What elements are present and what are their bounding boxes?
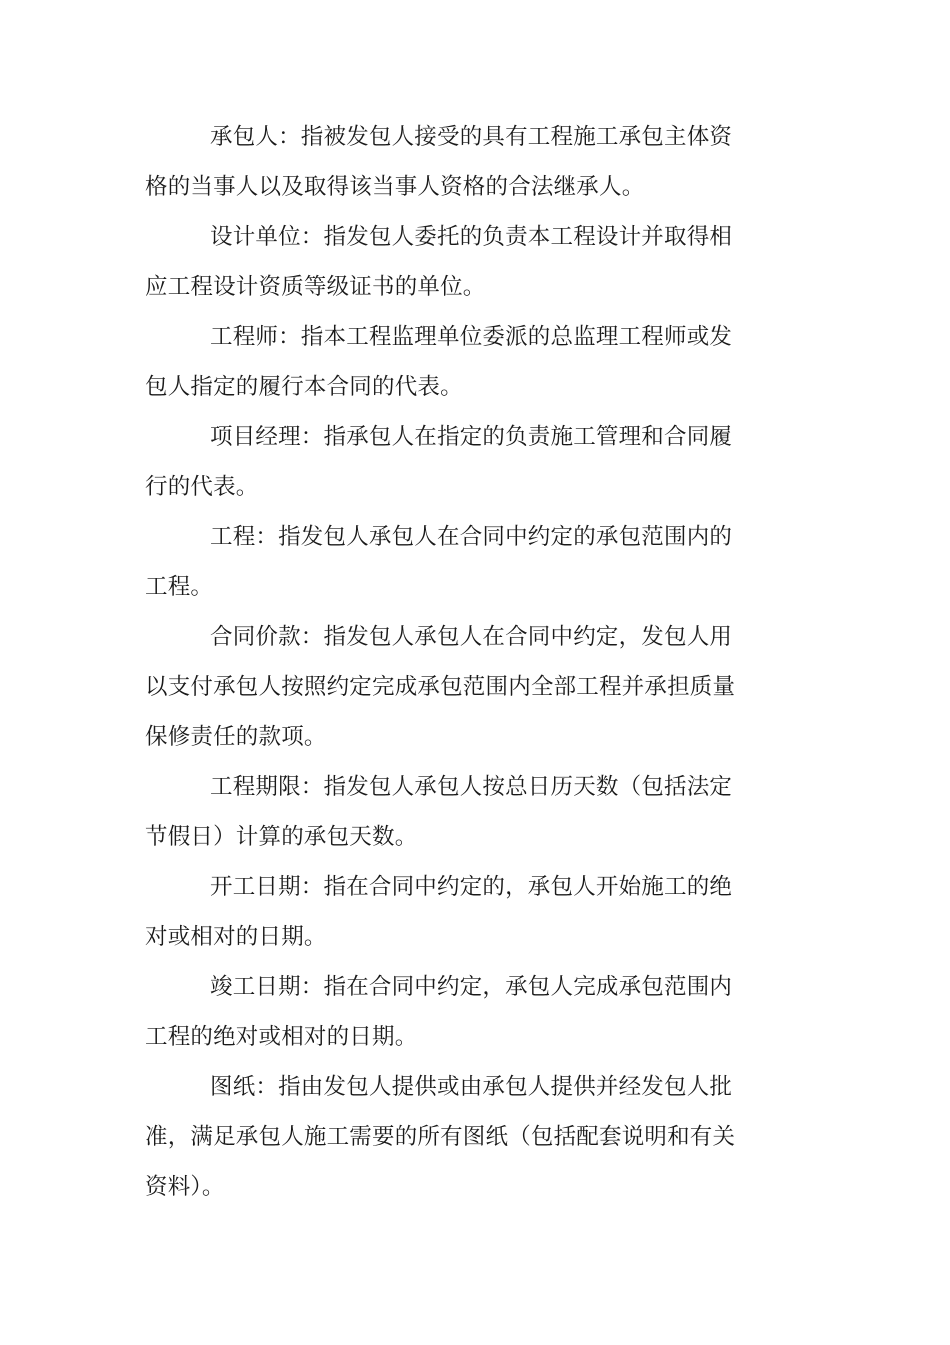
- paragraph-project-manager: 项目经理：指承包人在指定的负责施工管理和合同履行的代表。: [145, 424, 733, 500]
- paragraph-contract-price: 合同价款：指发包人承包人在合同中约定，发包人用以支付承包人按照约定完成承包范围内全部工程并承担质量保修责任的款项。: [145, 624, 736, 750]
- paragraph-engineer: 工程师：指本工程监理单位委派的总监理工程师或发包人指定的履行本合同的代表。: [145, 324, 733, 400]
- paragraph-completion-date: 竣工日期：指在合同中约定，承包人完成承包范围内工程的绝对或相对的日期。: [145, 974, 733, 1050]
- paragraph-duration: 工程期限：指发包人承包人按总日历天数（包括法定节假日）计算的承包天数。: [145, 774, 733, 850]
- paragraph-design-unit: 设计单位：指发包人委托的负责本工程设计并取得相应工程设计资质等级证书的单位。: [145, 224, 733, 300]
- paragraph-contractor: 承包人：指被发包人接受的具有工程施工承包主体资格的当事人以及取得该当事人资格的合法继承人。: [145, 124, 733, 200]
- paragraph-project: 工程：指发包人承包人在合同中约定的承包范围内的工程。: [145, 524, 733, 600]
- paragraph-drawings: 图纸：指由发包人提供或由承包人提供并经发包人批准，满足承包人施工需要的所有图纸（包括配套说明和有关资料）。: [145, 1074, 736, 1200]
- paragraph-start-date: 开工日期：指在合同中约定的，承包人开始施工的绝对或相对的日期。: [145, 874, 733, 950]
- document-body: [145, 112, 745, 1212]
